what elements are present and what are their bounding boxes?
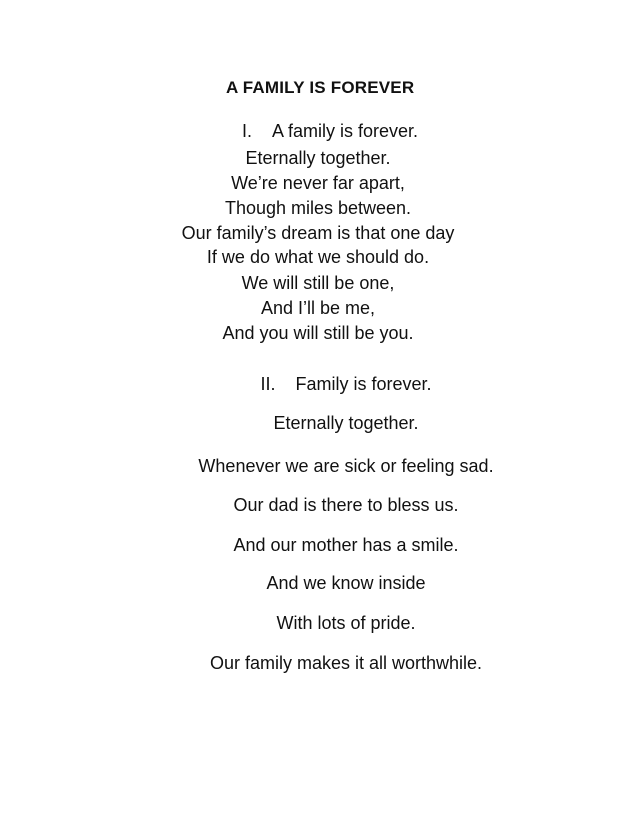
stanza-1-numeral: I. [241, 121, 252, 141]
stanza-1-line-4: Though miles between. [224, 198, 412, 218]
stanza-1-line-3: We’re never far apart, [231, 173, 405, 193]
stanza-1-line-9: And you will still be you. [222, 323, 414, 343]
stanza-1-line-2: Eternally together. [245, 148, 391, 168]
stanza-2-line-8: Our family makes it all worthwhile. [209, 653, 483, 673]
stanza-2-line-6: And we know inside [266, 573, 426, 593]
stanza-2-line-5: And our mother has a smile. [233, 535, 459, 555]
stanza-2-line-4: Our dad is there to bless us. [233, 495, 459, 515]
stanza-1-line-5: Our family’s dream is that one day [181, 223, 455, 243]
stanza-2-numeral: II. [260, 374, 276, 394]
stanza-1-line-1-text: A family is forever. [271, 121, 419, 141]
stanza-1-line-6: If we do what we should do. [206, 247, 430, 267]
stanza-2-line-3: Whenever we are sick or feeling sad. [198, 456, 494, 476]
stanza-2-line-7: With lots of pride. [276, 613, 416, 633]
stanza-2-line-1-text: Family is forever. [295, 374, 432, 394]
poem-title: A FAMILY IS FOREVER [226, 78, 415, 97]
stanza-1-line-1 [242, 120, 418, 142]
stanza-2-line-1 [260, 373, 431, 395]
stanza-1-line-7: We will still be one, [241, 273, 395, 293]
stanza-2-line-2: Eternally together. [273, 413, 419, 433]
stanza-1-line-8: And I’ll be me, [260, 298, 376, 318]
